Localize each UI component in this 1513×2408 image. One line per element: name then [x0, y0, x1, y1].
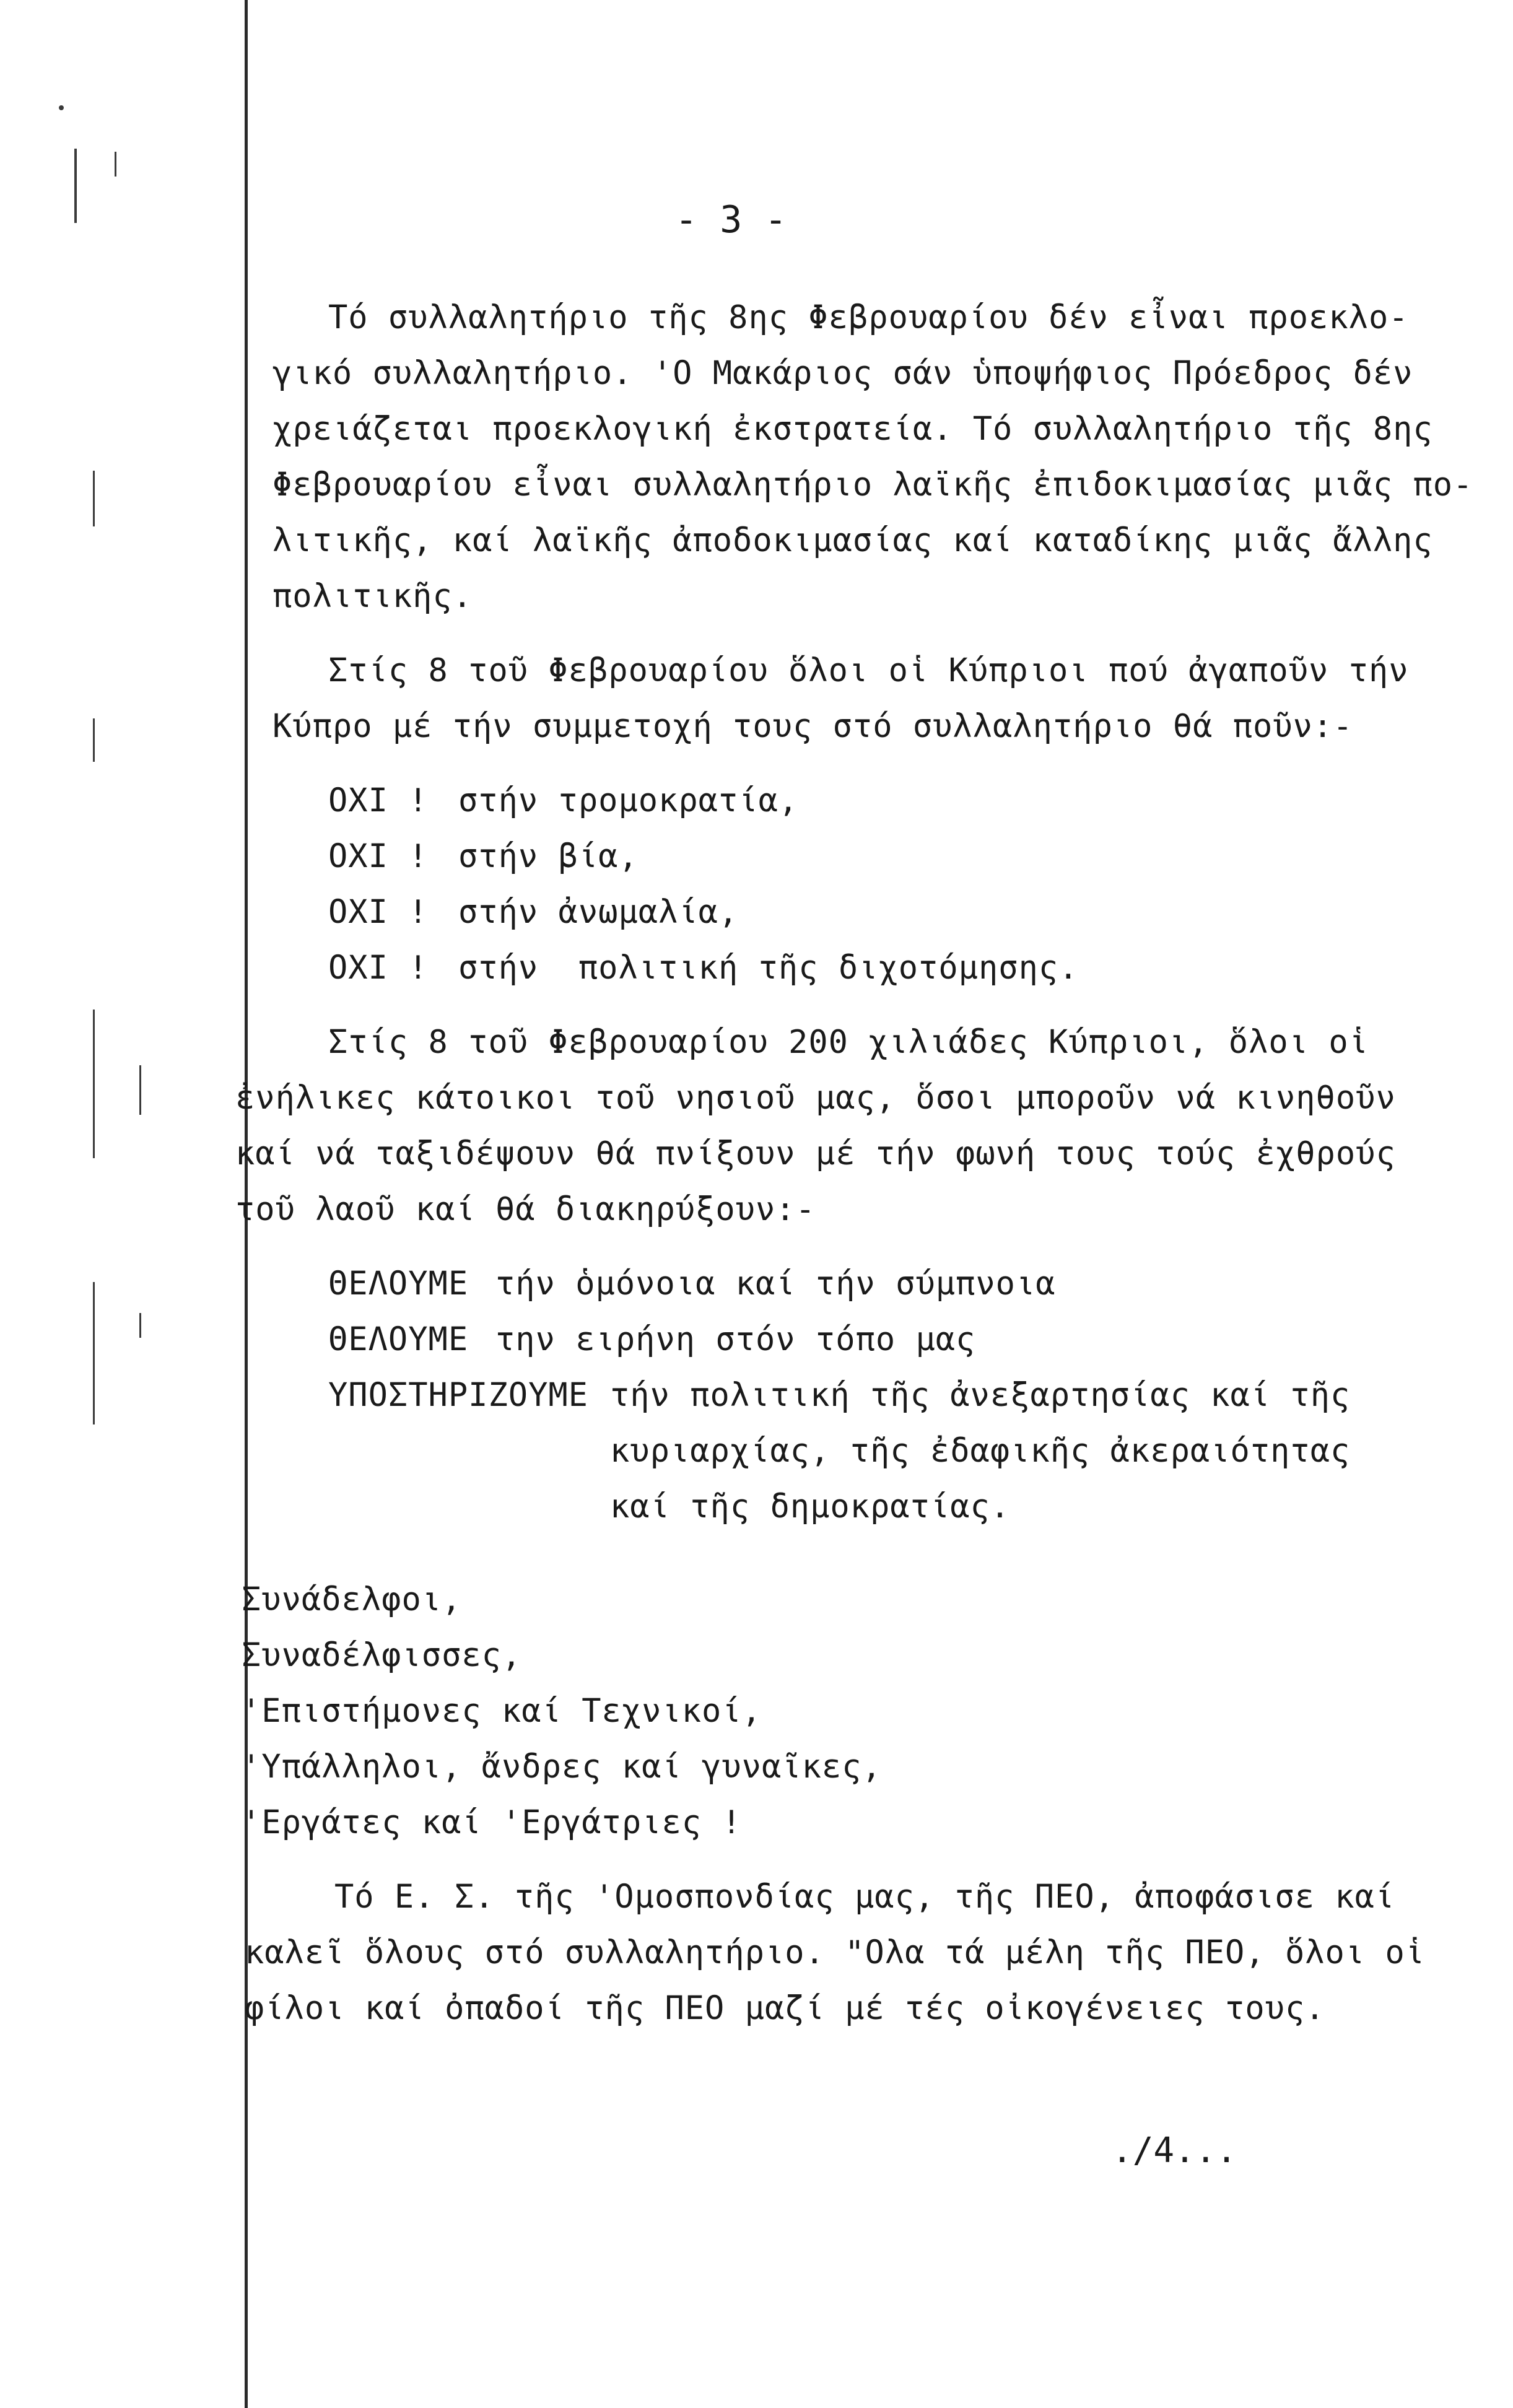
scan-mark	[93, 471, 95, 526]
scan-mark	[115, 152, 116, 177]
oxi-word: ΟΧΙ !	[328, 782, 429, 819]
demand-word: ΘΕΛΟΥΜΕ	[328, 1321, 469, 1358]
paragraph-line: γικό συλλαλητήριο. 'Ο Μακάριος σάν ὑποψήφιος Πρόεδρος δέν	[273, 355, 1413, 392]
oxi-text: στήν τρομοκρατία,	[458, 782, 799, 819]
demand-text: τήν ὁμόνοια καί τήν σύμπνοια	[495, 1265, 1056, 1302]
oxi-word: ΟΧΙ !	[328, 838, 429, 875]
demand-text: την ειρήνη στόν τόπο μας	[495, 1321, 976, 1358]
oxi-word: ΟΧΙ !	[328, 949, 429, 987]
paragraph-line: φίλοι καί ὀπαδοί τῆς ΠΕΟ μαζί μέ τές οἰκογένειες τους.	[245, 1990, 1325, 2027]
oxi-text: στήν ἀνωμαλία,	[458, 894, 739, 931]
demand-continuation: κυριαρχίας, τῆς ἐδαφικῆς ἀκεραιότητας	[610, 1433, 1351, 1470]
salutation-line: Συνάδελφοι,	[242, 1581, 462, 1618]
scan-mark	[93, 1010, 95, 1158]
paragraph-line: ἐνήλικες κάτοικοι τοῦ νησιοῦ μας, ὅσοι μποροῦν νά κινηθοῦν	[235, 1080, 1396, 1117]
continuation-marker: ./4...	[1112, 2131, 1237, 2171]
oxi-text: στήν βία,	[458, 838, 639, 875]
paragraph-line: καί νά ταξιδέψουν θά πνίξουν μέ τήν φωνή τους τούς ἐχθρούς	[235, 1135, 1396, 1172]
salutation-line: Συναδέλφισσες,	[242, 1637, 522, 1674]
paragraph-line: Τό συλλαλητήριο τῆς 8ης Φεβρουαρίου δέν εἶναι προεκλο-	[328, 299, 1409, 336]
scan-mark	[93, 1282, 95, 1424]
paragraph-line: Στίς 8 τοῦ Φεβρουαρίου 200 χιλιάδες Κύπριοι, ὅλοι οἱ	[328, 1024, 1369, 1061]
scan-mark	[74, 149, 77, 223]
demand-word: ΘΕΛΟΥΜΕ	[328, 1265, 469, 1302]
oxi-word: ΟΧΙ !	[328, 894, 429, 931]
demand-text: τήν πολιτική τῆς ἀνεξαρτησίας καί τῆς	[610, 1377, 1351, 1414]
scan-mark	[139, 1065, 141, 1115]
oxi-text: στήν πολιτική τῆς διχοτόμησης.	[458, 949, 1079, 987]
salutation-line: 'Εργάτες καί 'Εργάτριες !	[242, 1804, 742, 1841]
demand-word: ΥΠΟΣΤΗΡΙΖΟΥΜΕ	[328, 1377, 588, 1414]
scan-mark	[139, 1313, 141, 1338]
scan-mark	[93, 718, 95, 762]
paragraph-line: καλεῖ ὅλους στό συλλαλητήριο. "Ολα τά μέλη τῆς ΠΕΟ, ὅλοι οἱ	[245, 1934, 1426, 1971]
demand-continuation: καί τῆς δημοκρατίας.	[610, 1488, 1011, 1525]
paragraph-line: Τό Ε. Σ. τῆς 'Ομοσπονδίας μας, τῆς ΠΕΟ, ἀποφάσισε καί	[334, 1878, 1395, 1916]
paragraph-line: τοῦ λαοῦ καί θά διακηρύξουν:-	[235, 1191, 816, 1228]
paragraph-line: λιτικῆς, καί λαϊκῆς ἀποδοκιμασίας καί καταδίκης μιᾶς ἄλλης	[273, 522, 1433, 559]
salutation-line: 'Επιστήμονες καί Τεχνικοί,	[242, 1693, 762, 1730]
paragraph-line: Φεβρουαρίου εἶναι συλλαλητήριο λαϊκῆς ἐπιδοκιμασίας μιᾶς πο-	[273, 466, 1473, 504]
paragraph-line: Κύπρο μέ τήν συμμετοχή τους στό συλλαλητήριο θά ποῦν:-	[273, 708, 1353, 745]
page-number: - 3 -	[675, 198, 787, 242]
paragraph-line: πολιτικῆς.	[273, 578, 473, 615]
salutation-line: 'Υπάλληλοι, ἄνδρες καί γυναῖκες,	[242, 1748, 882, 1786]
paragraph-line: χρειάζεται προεκλογική ἐκστρατεία. Τό συλλαλητήριο τῆς 8ης	[273, 411, 1433, 448]
paragraph-line: Στίς 8 τοῦ Φεβρουαρίου ὅλοι οἱ Κύπριοι πού ἀγαποῦν τήν	[328, 652, 1409, 689]
scan-mark	[59, 105, 64, 110]
